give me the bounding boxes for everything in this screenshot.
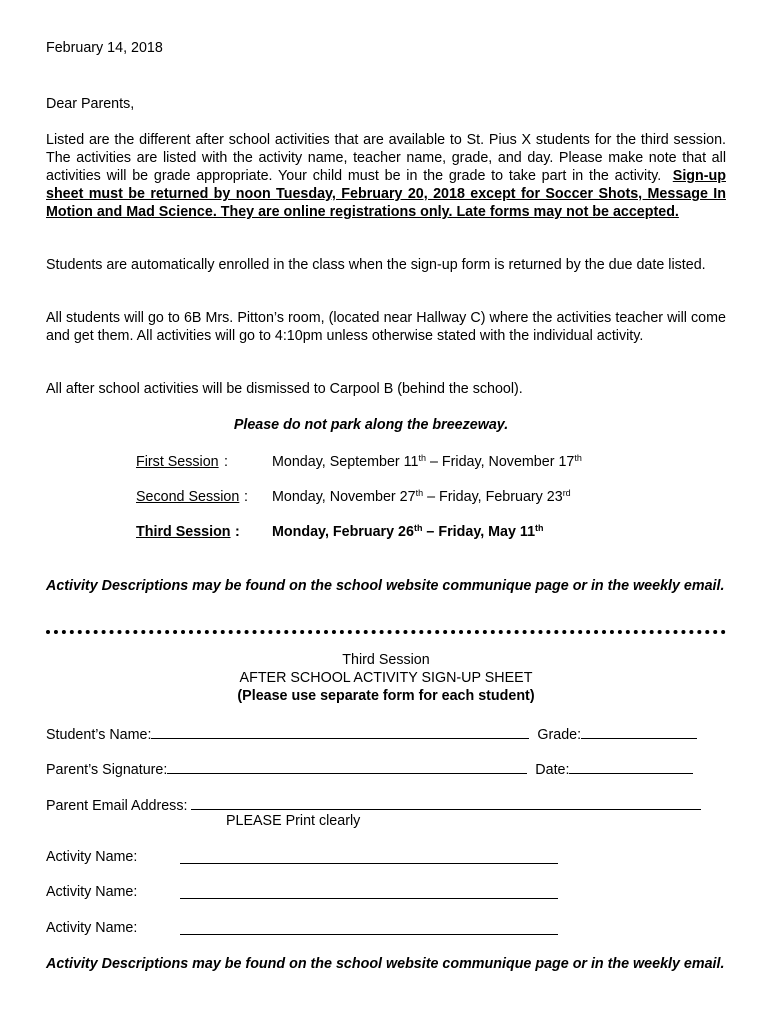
enrollment-paragraph: Students are automatically enrolled in the class when the sign-up form is returned by the due date listed.	[46, 257, 706, 273]
form-title: AFTER SCHOOL ACTIVITY SIGN-UP SHEET	[239, 670, 533, 686]
activity-descriptions-note: Activity Descriptions may be found on the school website communique page or in the weekly email.	[46, 578, 725, 594]
intro-text: Listed are the different after school activities that are available to St. Pius X students for the third session. The activities are listed with the activity name, teacher name, grade, and day. Please make note that all activities will be grade appropriate. Your child must be in the grade to take part in the activity.	[46, 132, 726, 184]
student-name-label: Student’s Name:	[46, 727, 152, 743]
date-label: Date:	[535, 762, 570, 778]
activity-row	[46, 849, 137, 865]
intro-paragraph	[46, 131, 726, 221]
parent-signature-field[interactable]	[167, 759, 527, 774]
student-name-row	[46, 724, 697, 743]
student-name-field[interactable]	[151, 724, 529, 739]
grade-label: Grade:	[537, 727, 582, 743]
session-dates: Monday, February 26th – Friday, May 11th	[272, 523, 544, 540]
grade-field[interactable]	[581, 724, 697, 739]
parent-email-row	[46, 795, 701, 814]
parent-email-label: Parent Email Address:	[46, 798, 192, 814]
deadline-emphasis: Sign-up sheet must be returned by noon Tuesday, February 20, 2018 except for Soccer Shots, Message In Motion and Mad Science. They are online registrations only. Late forms may not be accepted.	[46, 168, 726, 220]
location-paragraph: All students will go to 6B Mrs. Pitton’s room, (located near Hallway C) where the activities teacher will come and get them. All activities will go to 4:10pm unless otherwise stated with the individual activity.	[46, 310, 726, 344]
parking-notice: Please do not park along the breezeway.	[233, 417, 509, 433]
letter-date: February 14, 2018	[46, 40, 163, 56]
form-title-session: Third Session	[342, 652, 430, 668]
session-label: Third Session	[136, 524, 231, 540]
parent-signature-row	[46, 759, 693, 778]
activity-name-label: Activity Name:	[46, 849, 138, 865]
activity-name-field[interactable]	[180, 849, 558, 864]
activity-name-field[interactable]	[180, 920, 558, 935]
parent-signature-label: Parent’s Signature:	[46, 762, 168, 778]
salutation: Dear Parents,	[46, 96, 135, 112]
parent-email-field[interactable]	[191, 795, 701, 810]
activity-row	[46, 884, 137, 900]
session-dates: Monday, November 27th – Friday, February 23rd	[272, 488, 571, 505]
form-subtitle: (Please use separate form for each student)	[237, 688, 535, 704]
date-field[interactable]	[569, 759, 693, 774]
cut-line	[46, 630, 726, 634]
activity-name-label: Activity Name:	[46, 920, 138, 936]
form-activity-descriptions-note: Activity Descriptions may be found on the school website communique page or in the weekly email.	[46, 956, 725, 972]
session-dates: Monday, September 11th – Friday, November 17th	[272, 453, 582, 470]
print-clearly-note: PLEASE Print clearly	[226, 813, 361, 829]
activity-name-label: Activity Name:	[46, 884, 138, 900]
activity-name-field[interactable]	[180, 884, 558, 899]
activity-row	[46, 920, 137, 936]
session-label: First Session	[136, 454, 219, 470]
dismissal-paragraph: All after school activities will be dismissed to Carpool B (behind the school).	[46, 381, 523, 397]
session-label: Second Session	[136, 489, 240, 505]
